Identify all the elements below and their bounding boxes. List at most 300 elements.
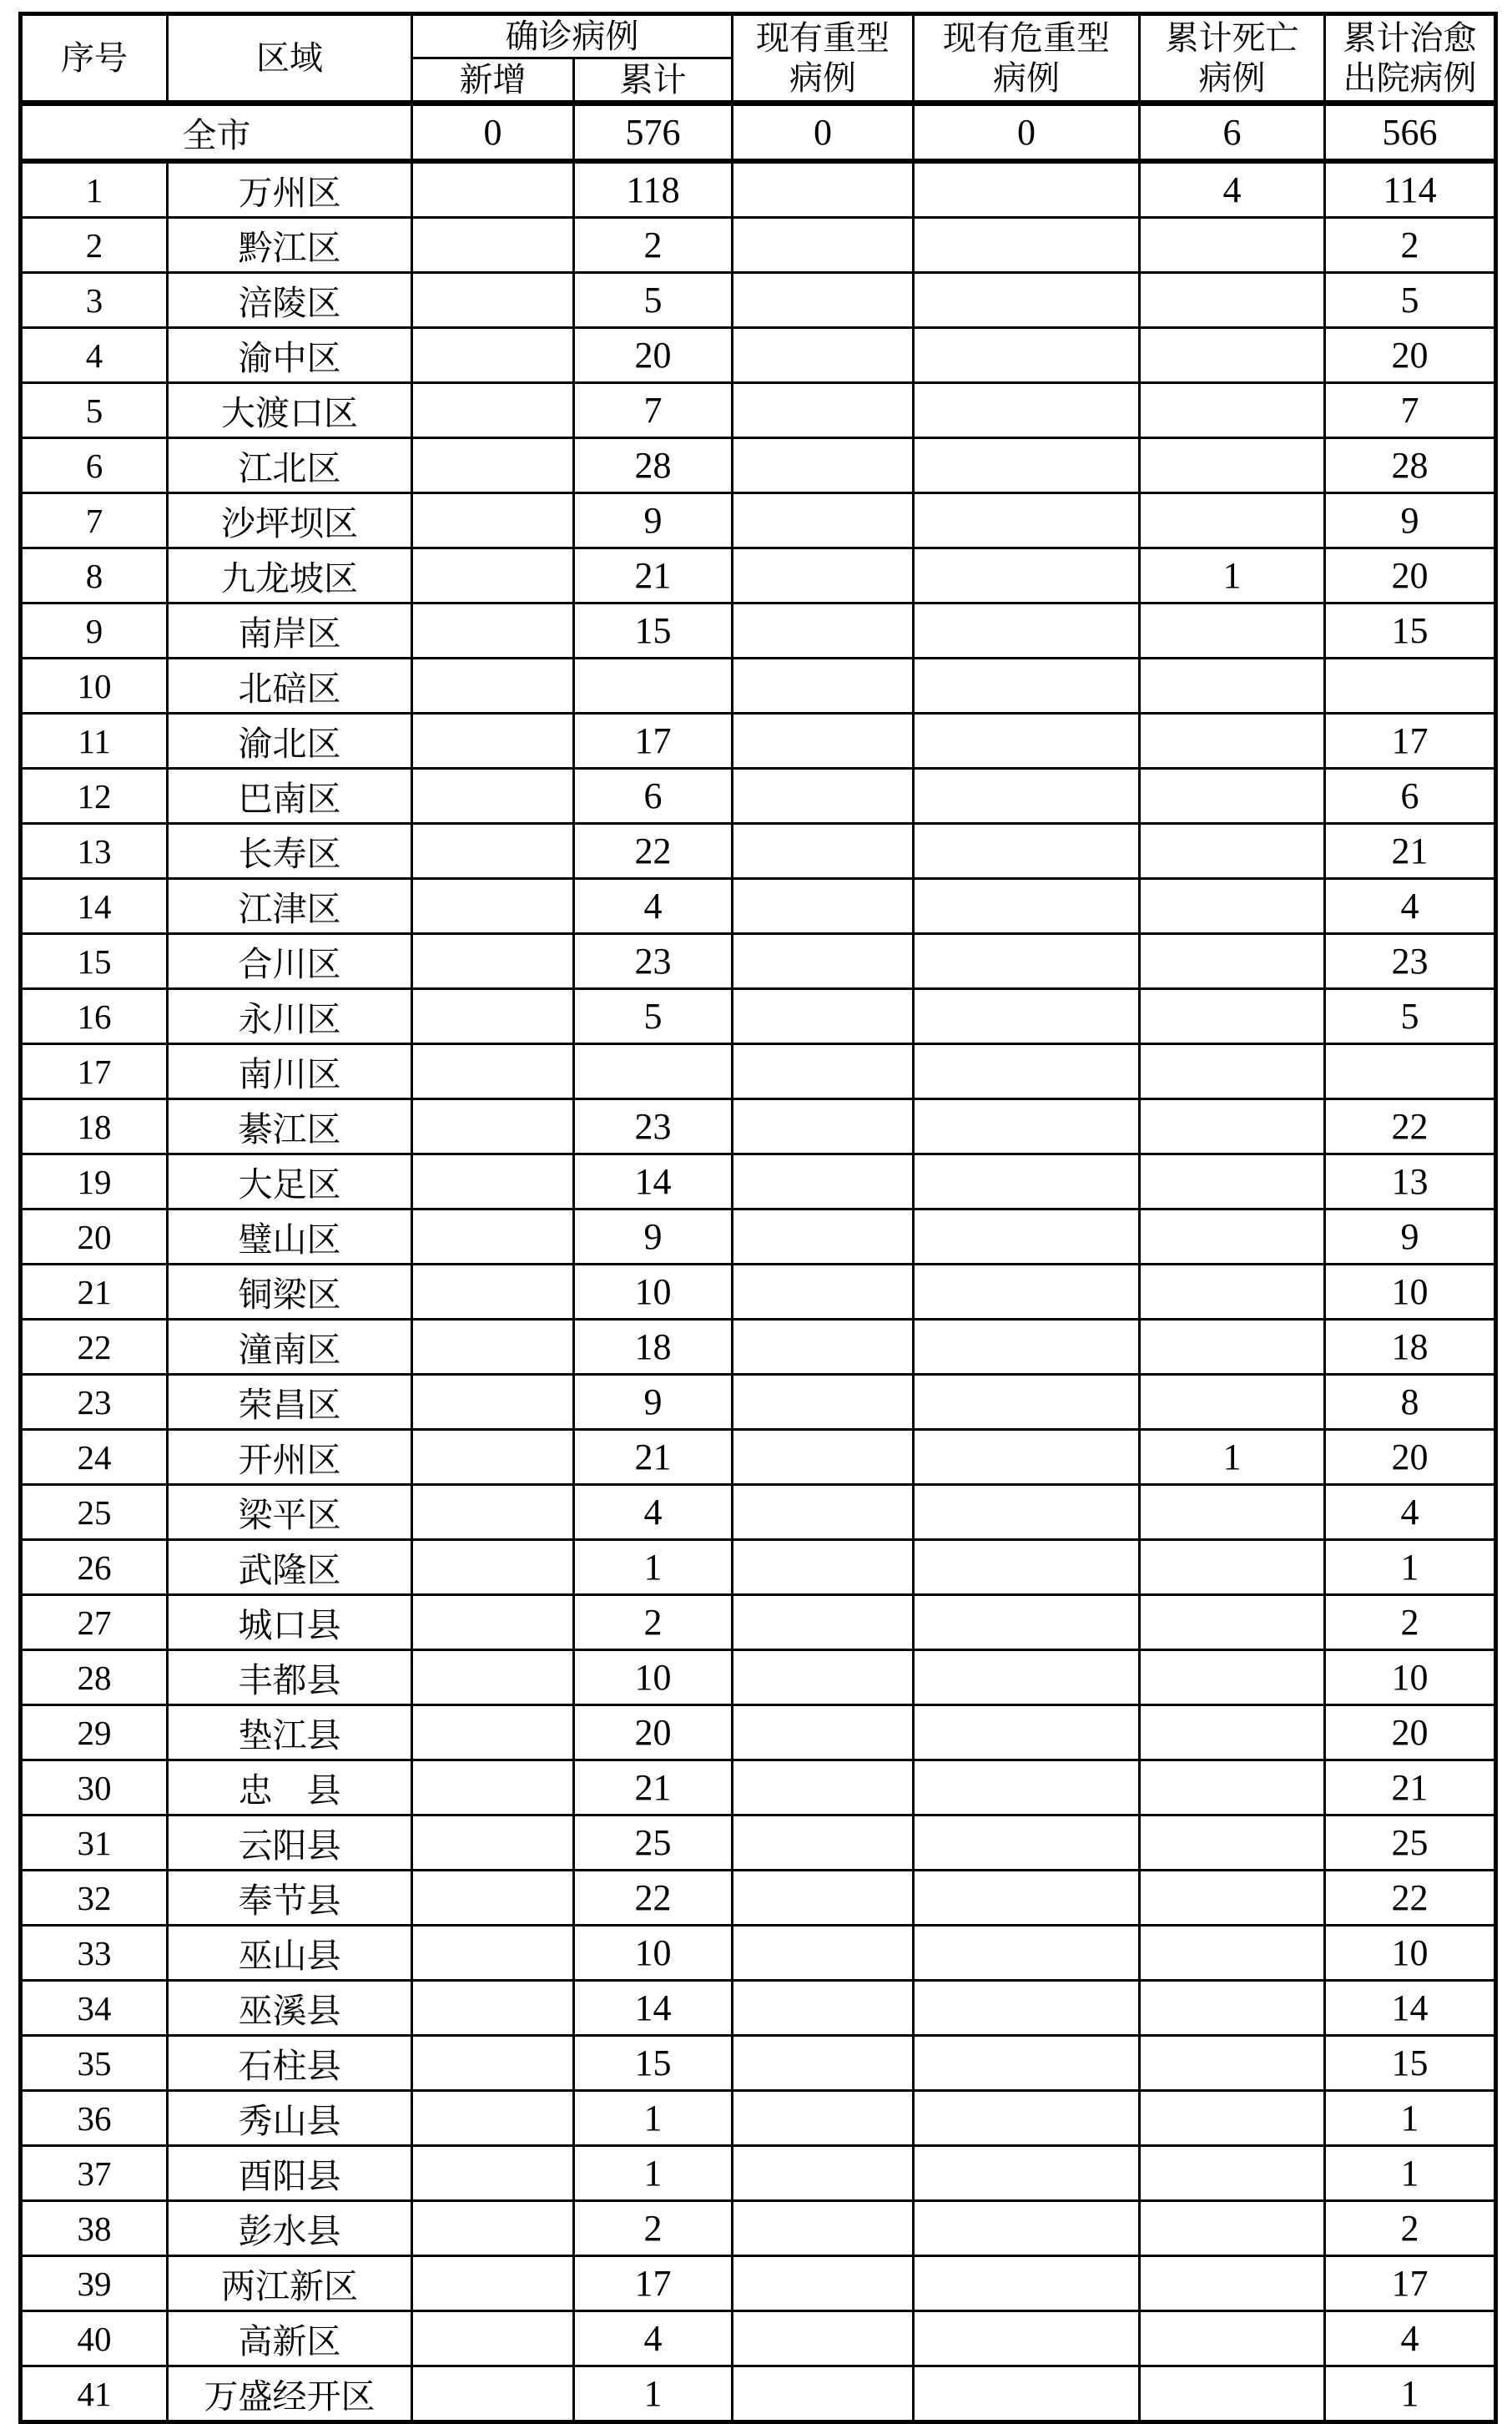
region-cell: 万州区 <box>168 161 412 218</box>
new-cases-cell <box>412 1760 574 1815</box>
cured-cell: 10 <box>1325 1265 1496 1320</box>
new-cases-cell <box>412 1540 574 1595</box>
new-cases-cell <box>412 1981 574 2036</box>
district-row <box>21 2311 1496 2366</box>
new-cases-cell <box>412 1265 574 1320</box>
deaths-cell <box>1140 438 1325 493</box>
critical-cases-cell <box>914 328 1140 383</box>
cumulative-cases-cell: 4 <box>574 1485 733 1540</box>
district-row <box>21 438 1496 493</box>
cumulative-cases-cell: 1 <box>574 2366 733 2422</box>
district-row <box>21 2201 1496 2256</box>
cumulative-cases-cell: 1 <box>574 2091 733 2146</box>
region-cell: 长寿区 <box>168 824 412 879</box>
critical-cases-cell <box>914 2036 1140 2091</box>
cumulative-cases-cell: 25 <box>574 1815 733 1871</box>
severe-cases-cell <box>733 603 914 659</box>
cured-cell: 23 <box>1325 934 1496 989</box>
cumulative-cases-cell: 14 <box>574 1981 733 2036</box>
deaths-cell <box>1140 1760 1325 1815</box>
seq-cell: 35 <box>21 2036 168 2091</box>
new-cases-cell <box>412 2146 574 2201</box>
deaths-cell <box>1140 824 1325 879</box>
critical-cases-cell <box>914 1540 1140 1595</box>
seq-cell: 29 <box>21 1705 168 1760</box>
new-cases-cell <box>412 2201 574 2256</box>
critical-cases-cell <box>914 2366 1140 2422</box>
cumulative-cases-cell: 21 <box>574 1430 733 1485</box>
critical-cases-cell <box>914 2311 1140 2366</box>
new-cases-cell <box>412 161 574 218</box>
critical-cases-cell <box>914 218 1140 273</box>
new-cases-cell <box>412 1485 574 1540</box>
region-cell: 酉阳县 <box>168 2146 412 2201</box>
cumulative-cases-cell <box>574 1044 733 1099</box>
critical-cases-cell <box>914 1815 1140 1871</box>
severe-cases-cell <box>733 1926 914 1981</box>
region-cell: 合川区 <box>168 934 412 989</box>
critical-cases-cell <box>914 1265 1140 1320</box>
region-cell: 大足区 <box>168 1154 412 1209</box>
district-row <box>21 1485 1496 1540</box>
new-cases-cell <box>412 1375 574 1430</box>
severe-cases-cell <box>733 1650 914 1705</box>
severe-cases-cell <box>733 1595 914 1650</box>
severe-cases-cell <box>733 2146 914 2201</box>
cured-cell: 10 <box>1325 1926 1496 1981</box>
cumulative-cases-cell: 23 <box>574 1099 733 1154</box>
severe-cases-cell <box>733 2256 914 2311</box>
new-cases-cell <box>412 1044 574 1099</box>
cumulative-cases-cell: 4 <box>574 2311 733 2366</box>
seq-cell: 18 <box>21 1099 168 1154</box>
deaths-cell <box>1140 2091 1325 2146</box>
critical-cases-cell <box>914 2091 1140 2146</box>
summary-critical-cell: 0 <box>914 104 1140 162</box>
severe-cases-cell <box>733 493 914 548</box>
district-row <box>21 548 1496 603</box>
cumulative-cases-cell: 118 <box>574 161 733 218</box>
critical-cases-cell <box>914 1926 1140 1981</box>
region-cell: 城口县 <box>168 1595 412 1650</box>
cured-cell: 28 <box>1325 438 1496 493</box>
region-cell: 江北区 <box>168 438 412 493</box>
cumulative-cases-cell: 4 <box>574 879 733 934</box>
region-cell: 万盛经开区 <box>168 2366 412 2422</box>
new-cases-cell <box>412 273 574 328</box>
critical-cases-cell <box>914 2201 1140 2256</box>
severe-cases-cell <box>733 1320 914 1375</box>
cured-cell: 21 <box>1325 1760 1496 1815</box>
district-row <box>21 1650 1496 1705</box>
critical-cases-cell <box>914 989 1140 1044</box>
deaths-cell <box>1140 1320 1325 1375</box>
severe-cases-cell <box>733 1815 914 1871</box>
cured-cell: 6 <box>1325 769 1496 824</box>
region-cell: 武隆区 <box>168 1540 412 1595</box>
critical-cases-cell <box>914 1375 1140 1430</box>
region-cell: 忠 县 <box>168 1760 412 1815</box>
district-row <box>21 383 1496 438</box>
new-cases-cell <box>412 1815 574 1871</box>
district-row <box>21 2366 1496 2422</box>
new-cases-cell <box>412 383 574 438</box>
new-cases-cell <box>412 769 574 824</box>
cured-cell: 4 <box>1325 879 1496 934</box>
seq-cell: 34 <box>21 1981 168 2036</box>
cured-cell: 2 <box>1325 1595 1496 1650</box>
severe-cases-cell <box>733 2366 914 2422</box>
region-cell: 彭水县 <box>168 2201 412 2256</box>
district-row <box>21 1375 1496 1430</box>
region-cell: 永川区 <box>168 989 412 1044</box>
header-seq <box>21 14 168 104</box>
critical-cases-cell <box>914 934 1140 989</box>
seq-cell: 2 <box>21 218 168 273</box>
severe-cases-cell <box>733 218 914 273</box>
district-row <box>21 1265 1496 1320</box>
critical-cases-cell <box>914 548 1140 603</box>
region-cell: 奉节县 <box>168 1871 412 1926</box>
deaths-cell <box>1140 989 1325 1044</box>
deaths-cell <box>1140 1871 1325 1926</box>
region-cell: 巴南区 <box>168 769 412 824</box>
cured-cell: 4 <box>1325 1485 1496 1540</box>
cured-cell: 2 <box>1325 218 1496 273</box>
district-row <box>21 1540 1496 1595</box>
new-cases-cell <box>412 1430 574 1485</box>
cumulative-cases-cell: 9 <box>574 1209 733 1265</box>
deaths-cell <box>1140 1375 1325 1430</box>
cured-cell <box>1325 1044 1496 1099</box>
seq-cell: 10 <box>21 659 168 714</box>
critical-cases-cell <box>914 1154 1140 1209</box>
severe-cases-cell <box>733 2091 914 2146</box>
seq-cell: 20 <box>21 1209 168 1265</box>
seq-cell: 9 <box>21 603 168 659</box>
deaths-cell <box>1140 934 1325 989</box>
new-cases-cell <box>412 2036 574 2091</box>
seq-cell: 8 <box>21 548 168 603</box>
district-row <box>21 1099 1496 1154</box>
seq-cell: 41 <box>21 2366 168 2422</box>
critical-cases-cell <box>914 1650 1140 1705</box>
seq-cell: 32 <box>21 1871 168 1926</box>
new-cases-cell <box>412 2091 574 2146</box>
summary-cured-cell: 566 <box>1325 104 1496 162</box>
new-cases-cell <box>412 1705 574 1760</box>
region-cell: 潼南区 <box>168 1320 412 1375</box>
cured-cell: 1 <box>1325 2146 1496 2201</box>
district-row <box>21 2091 1496 2146</box>
region-cell: 荣昌区 <box>168 1375 412 1430</box>
deaths-cell: 1 <box>1140 548 1325 603</box>
cumulative-cases-cell: 5 <box>574 989 733 1044</box>
cumulative-cases-cell: 22 <box>574 1871 733 1926</box>
deaths-cell <box>1140 1815 1325 1871</box>
summary-severe-cell: 0 <box>733 104 914 162</box>
new-cases-cell <box>412 2311 574 2366</box>
region-cell: 南岸区 <box>168 603 412 659</box>
seq-cell: 7 <box>21 493 168 548</box>
cumulative-cases-cell: 10 <box>574 1926 733 1981</box>
new-cases-cell <box>412 659 574 714</box>
cured-cell: 20 <box>1325 548 1496 603</box>
region-cell: 巫山县 <box>168 1926 412 1981</box>
new-cases-cell <box>412 1320 574 1375</box>
seq-cell: 39 <box>21 2256 168 2311</box>
region-cell: 沙坪坝区 <box>168 493 412 548</box>
deaths-cell <box>1140 1154 1325 1209</box>
severe-cases-cell <box>733 1981 914 2036</box>
new-cases-cell <box>412 1926 574 1981</box>
header-cumulative-cases: 累计 <box>574 58 733 104</box>
cumulative-cases-cell: 15 <box>574 603 733 659</box>
critical-cases-cell <box>914 603 1140 659</box>
district-row <box>21 2036 1496 2091</box>
cured-cell: 14 <box>1325 1981 1496 2036</box>
cured-cell: 15 <box>1325 603 1496 659</box>
cured-cell: 1 <box>1325 2091 1496 2146</box>
region-cell: 北碚区 <box>168 659 412 714</box>
cumulative-cases-cell: 2 <box>574 1595 733 1650</box>
seq-cell: 26 <box>21 1540 168 1595</box>
cumulative-cases-cell: 23 <box>574 934 733 989</box>
district-row <box>21 824 1496 879</box>
region-cell: 渝中区 <box>168 328 412 383</box>
severe-cases-cell <box>733 824 914 879</box>
cumulative-cases-cell: 5 <box>574 273 733 328</box>
district-row <box>21 1154 1496 1209</box>
critical-cases-cell <box>914 824 1140 879</box>
critical-cases-cell <box>914 161 1140 218</box>
cured-cell <box>1325 659 1496 714</box>
cured-cell: 114 <box>1325 161 1496 218</box>
cumulative-cases-cell: 20 <box>574 328 733 383</box>
deaths-cell <box>1140 2311 1325 2366</box>
deaths-cell <box>1140 218 1325 273</box>
new-cases-cell <box>412 1871 574 1926</box>
severe-cases-cell <box>733 2311 914 2366</box>
severe-cases-cell <box>733 1871 914 1926</box>
region-cell: 涪陵区 <box>168 273 412 328</box>
new-cases-cell <box>412 218 574 273</box>
seq-cell: 19 <box>21 1154 168 1209</box>
region-cell: 云阳县 <box>168 1815 412 1871</box>
cured-cell: 21 <box>1325 824 1496 879</box>
cumulative-cases-cell: 6 <box>574 769 733 824</box>
district-row <box>21 659 1496 714</box>
region-cell: 石柱县 <box>168 2036 412 2091</box>
cured-cell: 10 <box>1325 1650 1496 1705</box>
cumulative-cases-cell: 18 <box>574 1320 733 1375</box>
new-cases-cell <box>412 493 574 548</box>
region-cell: 璧山区 <box>168 1209 412 1265</box>
district-row <box>21 989 1496 1044</box>
severe-cases-cell <box>733 328 914 383</box>
severe-cases-cell <box>733 714 914 769</box>
severe-cases-cell <box>733 1760 914 1815</box>
deaths-cell <box>1140 769 1325 824</box>
seq-cell: 4 <box>21 328 168 383</box>
district-row <box>21 328 1496 383</box>
cured-cell: 22 <box>1325 1099 1496 1154</box>
cured-cell: 9 <box>1325 493 1496 548</box>
seq-cell: 14 <box>21 879 168 934</box>
severe-cases-cell <box>733 1485 914 1540</box>
header-deaths: 累计死亡 病例 <box>1140 14 1325 104</box>
district-row <box>21 934 1496 989</box>
district-row <box>21 493 1496 548</box>
region-cell: 开州区 <box>168 1430 412 1485</box>
deaths-cell <box>1140 659 1325 714</box>
covid-statistics-table <box>18 12 1498 2424</box>
summary-deaths-cell: 6 <box>1140 104 1325 162</box>
cumulative-cases-cell: 10 <box>574 1265 733 1320</box>
severe-cases-cell <box>733 1705 914 1760</box>
seq-cell: 37 <box>21 2146 168 2201</box>
region-cell: 南川区 <box>168 1044 412 1099</box>
severe-cases-cell <box>733 438 914 493</box>
seq-cell: 17 <box>21 1044 168 1099</box>
seq-cell: 3 <box>21 273 168 328</box>
header-confirmed-group <box>412 14 733 58</box>
cumulative-cases-cell: 2 <box>574 2201 733 2256</box>
cumulative-cases-cell: 21 <box>574 1760 733 1815</box>
new-cases-cell <box>412 548 574 603</box>
severe-cases-cell <box>733 1375 914 1430</box>
deaths-cell <box>1140 328 1325 383</box>
severe-cases-cell <box>733 2201 914 2256</box>
deaths-cell <box>1140 1209 1325 1265</box>
seq-cell: 31 <box>21 1815 168 1871</box>
seq-cell: 30 <box>21 1760 168 1815</box>
region-cell: 两江新区 <box>168 2256 412 2311</box>
cured-cell: 13 <box>1325 1154 1496 1209</box>
deaths-cell <box>1140 2146 1325 2201</box>
cumulative-cases-cell: 10 <box>574 1650 733 1705</box>
citywide-summary-row <box>21 104 1496 162</box>
seq-cell: 24 <box>21 1430 168 1485</box>
cumulative-cases-cell: 9 <box>574 493 733 548</box>
severe-cases-cell <box>733 1540 914 1595</box>
cumulative-cases-cell: 7 <box>574 383 733 438</box>
new-cases-cell <box>412 934 574 989</box>
cured-cell: 17 <box>1325 714 1496 769</box>
deaths-cell <box>1140 493 1325 548</box>
summary-cumulative-cell: 576 <box>574 104 733 162</box>
seq-cell: 25 <box>21 1485 168 1540</box>
cured-cell: 15 <box>1325 2036 1496 2091</box>
severe-cases-cell <box>733 2036 914 2091</box>
district-row <box>21 1595 1496 1650</box>
region-cell: 梁平区 <box>168 1485 412 1540</box>
cured-cell: 5 <box>1325 273 1496 328</box>
header-confirmed-label: 确诊病例 <box>505 17 639 55</box>
region-cell: 巫溪县 <box>168 1981 412 2036</box>
severe-cases-cell <box>733 1265 914 1320</box>
region-cell: 大渡口区 <box>168 383 412 438</box>
new-cases-cell <box>412 1099 574 1154</box>
seq-cell: 1 <box>21 161 168 218</box>
district-row <box>21 1981 1496 2036</box>
critical-cases-cell <box>914 659 1140 714</box>
cumulative-cases-cell: 14 <box>574 1154 733 1209</box>
cured-cell: 1 <box>1325 1540 1496 1595</box>
critical-cases-cell <box>914 1760 1140 1815</box>
seq-cell: 15 <box>21 934 168 989</box>
district-row <box>21 1760 1496 1815</box>
district-row <box>21 1815 1496 1871</box>
critical-cases-cell <box>914 1430 1140 1485</box>
cured-cell: 4 <box>1325 2311 1496 2366</box>
critical-cases-cell <box>914 438 1140 493</box>
severe-cases-cell <box>733 769 914 824</box>
deaths-cell <box>1140 1981 1325 2036</box>
header-new-cases: 新增 <box>412 58 574 104</box>
critical-cases-cell <box>914 383 1140 438</box>
header-cured: 累计治愈 出院病例 <box>1325 14 1496 104</box>
deaths-cell <box>1140 1650 1325 1705</box>
deaths-cell <box>1140 603 1325 659</box>
seq-cell: 6 <box>21 438 168 493</box>
seq-cell: 33 <box>21 1926 168 1981</box>
cumulative-cases-cell: 20 <box>574 1705 733 1760</box>
district-row <box>21 1871 1496 1926</box>
critical-cases-cell <box>914 879 1140 934</box>
critical-cases-cell <box>914 1981 1140 2036</box>
severe-cases-cell <box>733 1044 914 1099</box>
seq-cell: 40 <box>21 2311 168 2366</box>
critical-cases-cell <box>914 1099 1140 1154</box>
summary-new-cell: 0 <box>412 104 574 162</box>
deaths-cell <box>1140 1595 1325 1650</box>
critical-cases-cell <box>914 1485 1140 1540</box>
new-cases-cell <box>412 1595 574 1650</box>
critical-cases-cell <box>914 273 1140 328</box>
cured-cell: 7 <box>1325 383 1496 438</box>
deaths-cell <box>1140 2036 1325 2091</box>
region-cell: 秀山县 <box>168 2091 412 2146</box>
cumulative-cases-cell: 1 <box>574 1540 733 1595</box>
district-row <box>21 1430 1496 1485</box>
seq-cell: 13 <box>21 824 168 879</box>
region-cell: 渝北区 <box>168 714 412 769</box>
critical-cases-cell <box>914 1044 1140 1099</box>
seq-cell: 38 <box>21 2201 168 2256</box>
cured-cell: 18 <box>1325 1320 1496 1375</box>
critical-cases-cell <box>914 1595 1140 1650</box>
seq-cell: 12 <box>21 769 168 824</box>
critical-cases-cell <box>914 1320 1140 1375</box>
cured-cell: 22 <box>1325 1871 1496 1926</box>
region-cell: 九龙坡区 <box>168 548 412 603</box>
header-region-label: 区域 <box>256 38 323 77</box>
cured-cell: 9 <box>1325 1209 1496 1265</box>
deaths-cell: 4 <box>1140 161 1325 218</box>
deaths-cell <box>1140 714 1325 769</box>
region-cell: 高新区 <box>168 2311 412 2366</box>
severe-cases-cell <box>733 934 914 989</box>
deaths-cell <box>1140 1044 1325 1099</box>
severe-cases-cell <box>733 989 914 1044</box>
severe-cases-cell <box>733 383 914 438</box>
deaths-cell <box>1140 1265 1325 1320</box>
new-cases-cell <box>412 989 574 1044</box>
seq-cell: 21 <box>21 1265 168 1320</box>
cumulative-cases-cell: 17 <box>574 714 733 769</box>
critical-cases-cell <box>914 1705 1140 1760</box>
